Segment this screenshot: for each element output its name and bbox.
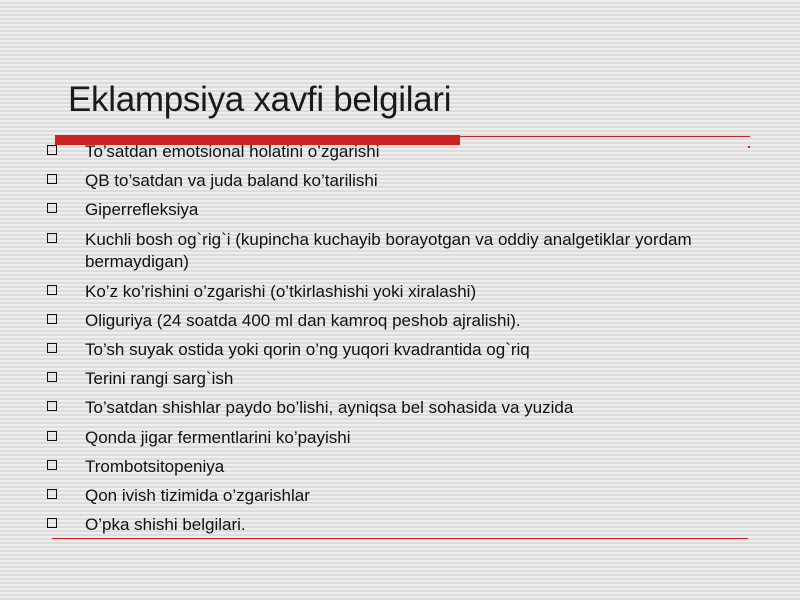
list-item-text: To’satdan emotsional holatini o’zgarishi xyxy=(85,142,380,161)
list-item xyxy=(44,368,744,390)
list-item-text: Qonda jigar fermentlarini ko’payishi xyxy=(85,427,351,447)
hollow-square-icon xyxy=(47,431,57,441)
list-item-text: Trombotsitopeniya xyxy=(85,456,225,476)
list-item xyxy=(44,281,744,303)
list-item xyxy=(44,427,744,449)
hollow-square-icon xyxy=(47,203,57,213)
hollow-square-icon xyxy=(47,285,57,295)
list-item xyxy=(44,456,744,478)
bottom-divider xyxy=(52,538,748,539)
list-item xyxy=(44,339,744,361)
list-item xyxy=(44,397,744,419)
hollow-square-icon xyxy=(47,460,57,470)
hollow-square-icon xyxy=(47,145,57,155)
list-item-text: Kuchli bosh og`rig`i (kupincha kuchayib borayotgan va oddiy analgetiklar yordam bermaydigan) xyxy=(85,229,692,271)
list-item xyxy=(44,229,744,273)
hollow-square-icon xyxy=(47,372,57,382)
hollow-square-icon xyxy=(47,489,57,499)
divider-dot xyxy=(748,146,750,148)
list-item xyxy=(44,170,744,192)
list-item xyxy=(44,141,744,163)
list-item-text: QB to’satdan va juda baland ko’tarilishi xyxy=(85,171,378,191)
list-item-text: Qon ivish tizimida o’zgarishlar xyxy=(85,485,310,505)
list-item xyxy=(44,199,744,221)
slide-title: Eklampsiya xavfi belgilari xyxy=(68,80,452,119)
list-item-text: Oliguriya (24 soatda 400 ml dan kamroq peshob ajralishi). xyxy=(85,310,521,330)
hollow-square-icon xyxy=(47,401,57,411)
list-item-text: Terini rangi sarg`ish xyxy=(85,369,234,389)
list-item xyxy=(44,485,744,507)
list-item-text: Giperrefleksiya xyxy=(85,200,199,220)
hollow-square-icon xyxy=(47,314,57,324)
list-item-text: To’satdan shishlar paydo bo’lishi, ayniqsa bel sohasida va yuzida xyxy=(85,398,574,418)
list-item xyxy=(44,514,744,536)
symptom-list xyxy=(44,141,744,543)
list-item-text: To’sh suyak ostida yoki qorin o’ng yuqori kvadrantida og`riq xyxy=(85,339,530,359)
list-item-text: O’pka shishi belgilari. xyxy=(85,515,246,535)
list-item-text: Ko’z ko’rishini o’zgarishi (o’tkirlashishi yoki xiralashi) xyxy=(85,281,477,301)
hollow-square-icon xyxy=(47,518,57,528)
hollow-square-icon xyxy=(47,343,57,353)
list-item xyxy=(44,310,744,332)
top-divider xyxy=(460,136,750,137)
hollow-square-icon xyxy=(47,233,57,243)
hollow-square-icon xyxy=(47,174,57,184)
